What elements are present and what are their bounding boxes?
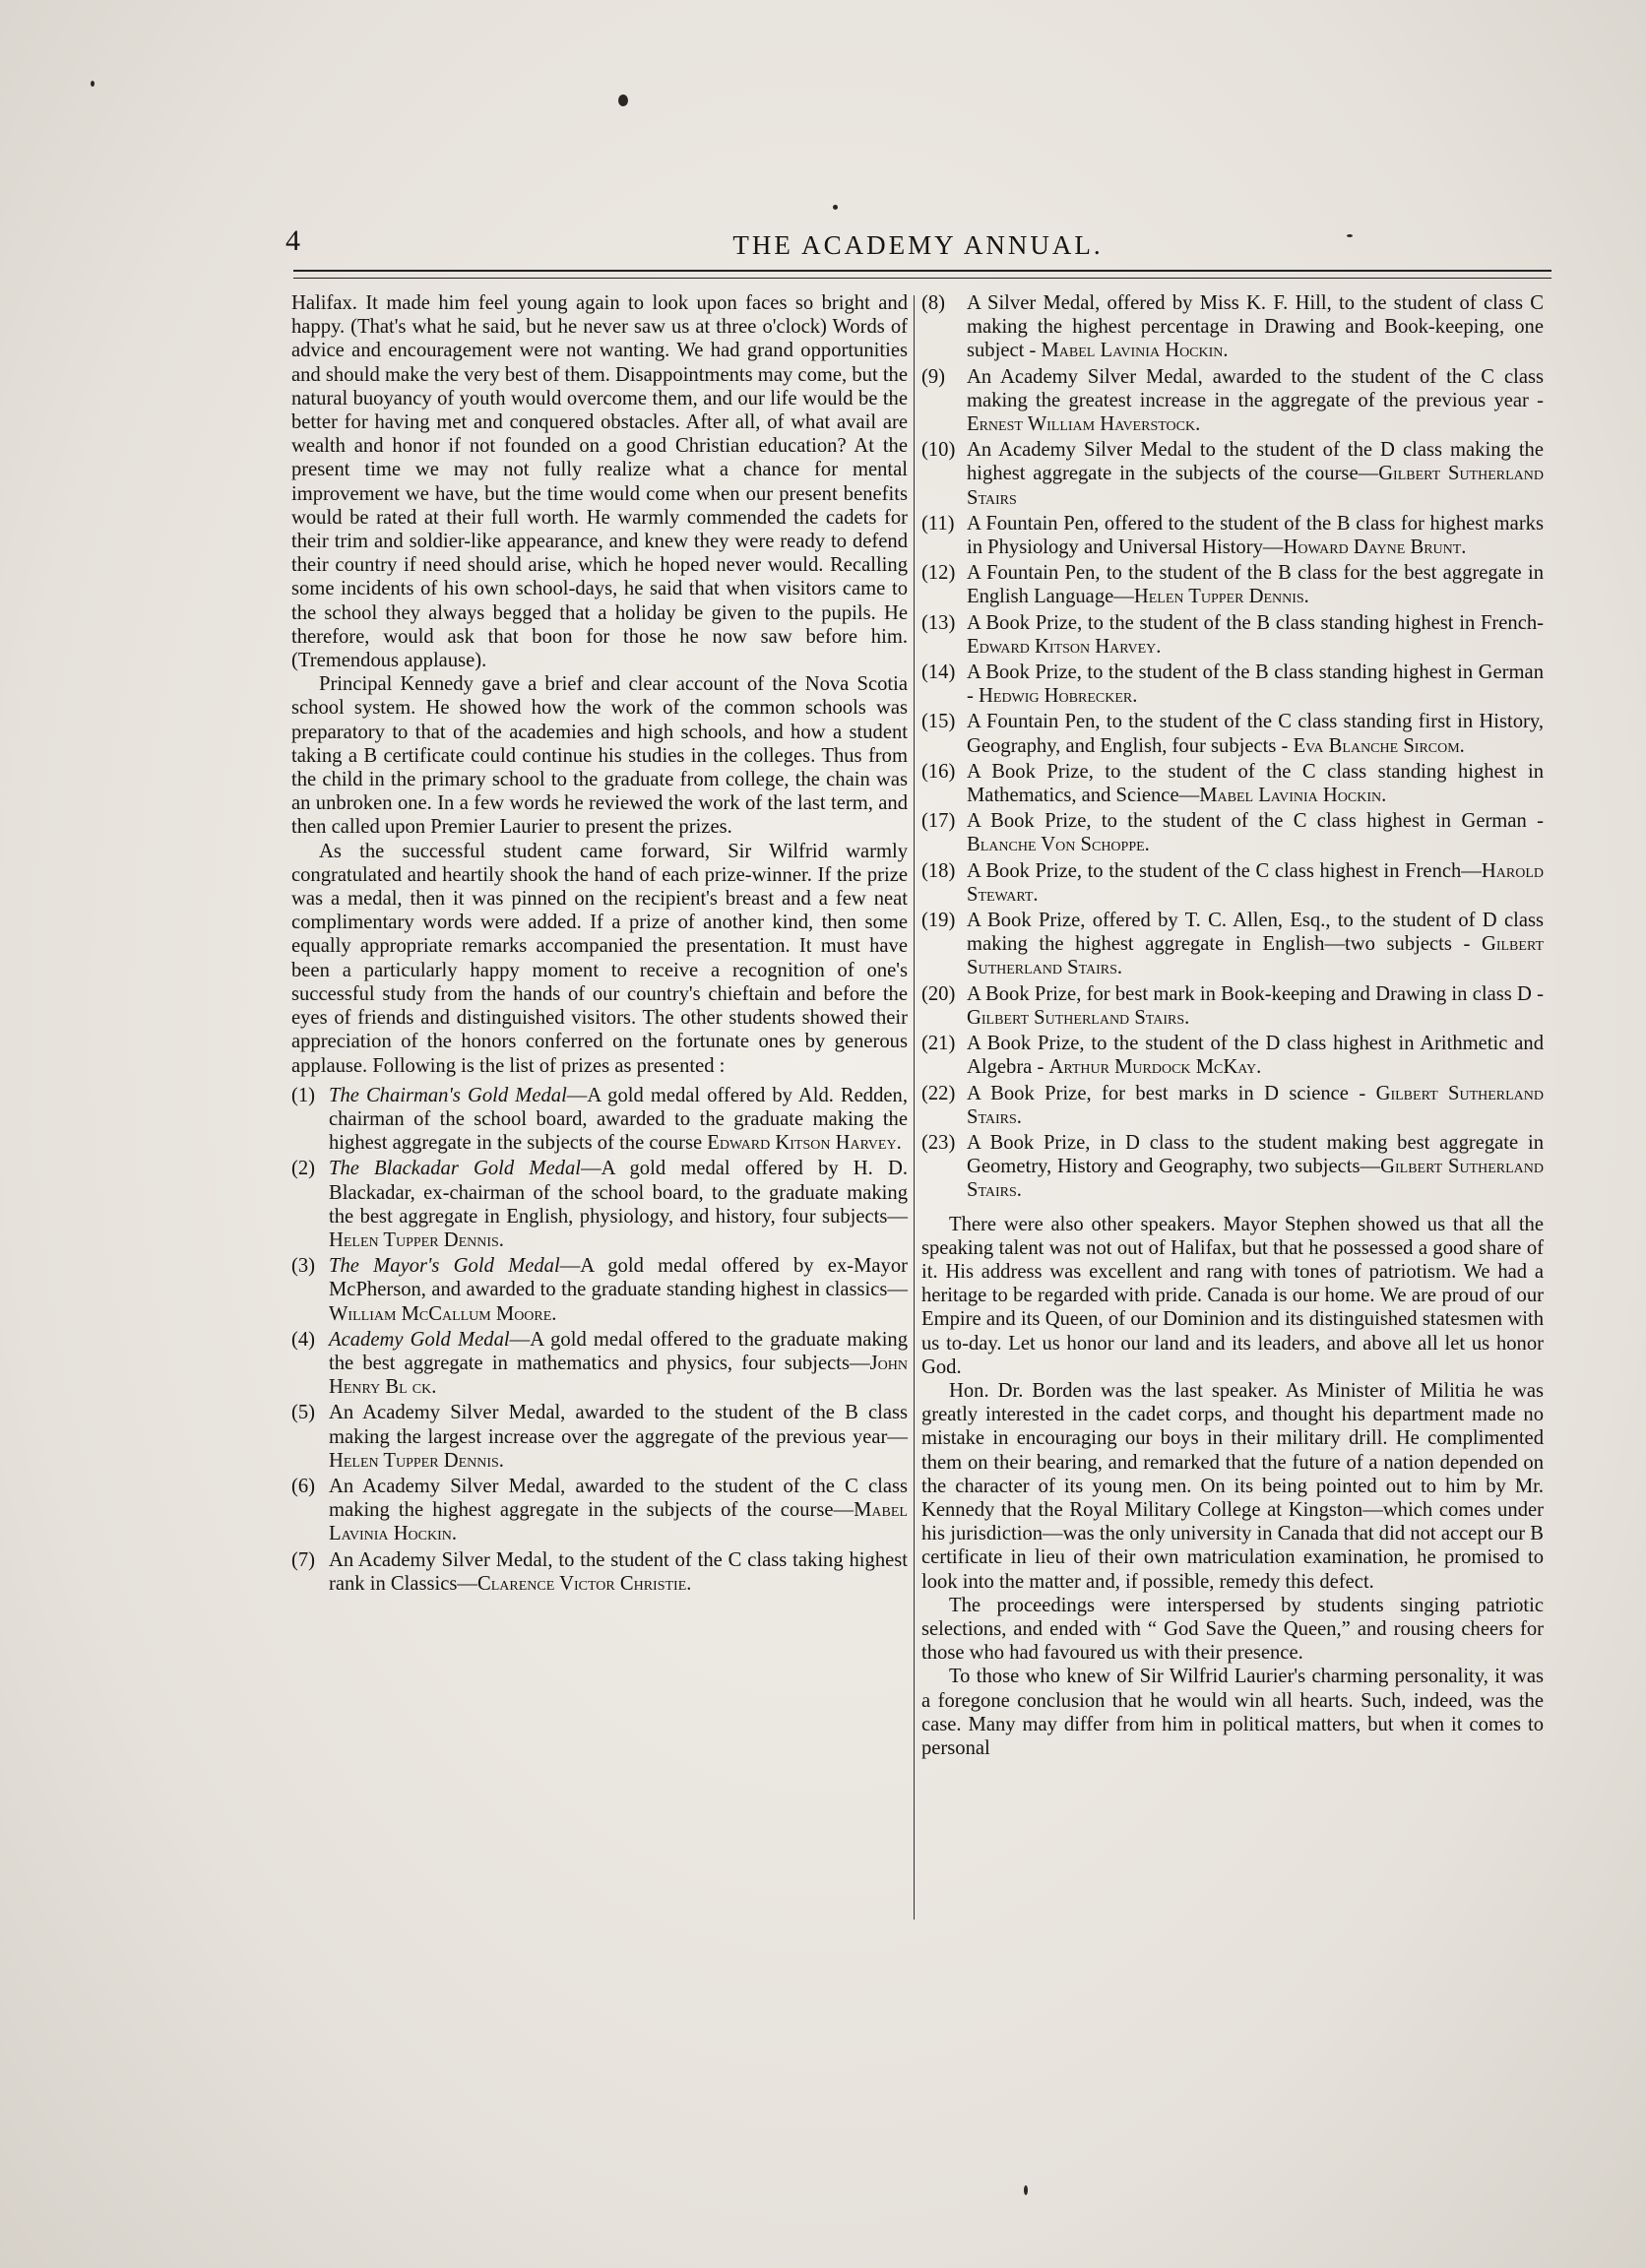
prize-item xyxy=(291,1157,908,1252)
prize-item xyxy=(921,809,1544,856)
prize-description: A Book Prize, offered by T. C. Allen, Esq., to the student of D class making the highest aggregate in English—two subjects - xyxy=(967,910,1544,956)
prize-winner: John Henry Bl ck. xyxy=(329,1352,908,1399)
prize-item xyxy=(291,1548,908,1596)
medal-name: The Blackadar Gold Medal xyxy=(329,1158,581,1180)
prize-item xyxy=(291,1475,908,1546)
prize-description: A Book Prize, for best marks in D science - xyxy=(967,1082,1376,1104)
prize-item xyxy=(291,1254,908,1326)
prize-description: A Book Prize, to the student of the B class standing highest in French- xyxy=(967,611,1544,634)
prize-description: An Academy Silver Medal, awarded to the student of the B class making the largest increase over the aggregate of the previous year— xyxy=(329,1402,908,1448)
column-divider xyxy=(914,295,915,1920)
prize-description: —A gold medal offered by H. D. Blackadar, ex-chairman of the school board, to the graduate making the best aggregate in English, physiology, and history, four subjects— xyxy=(329,1158,908,1228)
prize-number: (16) xyxy=(921,760,956,783)
prize-winner: Blanche Von Schoppe. xyxy=(967,834,1150,856)
prize-item xyxy=(291,1084,908,1156)
paragraph: Hon. Dr. Borden was the last speaker. As Minister of Militia he was greatly interested in the cadet corps, and thought his department made no mistake in encouraging our boys in their military drill. He complimented them on their bearing, and remarked that the future of a nation depended on the character of its young men. On its being pointed out to him by Mr. Kennedy that the Royal Military College at Kingston—which comes under his jurisdiction—was the only university in Canada that did not accept our B certificate in lieu of their own matriculation examination, he promised to look into the matter and, if possible, remedy this defect. xyxy=(921,1379,1544,1593)
prize-winner: Gilbert Sutherland Stairs xyxy=(967,463,1544,509)
prize-number: (3) xyxy=(291,1255,316,1278)
prize-number: (13) xyxy=(921,611,956,634)
prize-winner: Clarence Victor Christie. xyxy=(477,1572,692,1595)
paragraph: There were also other speakers. Mayor Stephen showed us that all the speaking talent was not out of Halifax, but that he possessed a good share of it. His address was excellent and rang with tones of patriotism. We had a heritage to be regarded with pride. Canada is our home. We are proud of our Empire and its Queen, of our Dominion and its distinguished statesmen with us to-day. Let us honor our land and its leaders, and above all let us honor God. xyxy=(921,1213,1544,1378)
prize-item xyxy=(921,438,1544,510)
prize-item xyxy=(921,1131,1544,1203)
prize-description: An Academy Silver Medal, awarded to the student of the C class making the highest aggregate in the subjects of the course— xyxy=(329,1475,908,1522)
prize-item xyxy=(291,1401,908,1473)
prize-winner: Helen Tupper Dennis. xyxy=(329,1228,504,1251)
prize-item xyxy=(921,710,1544,757)
prize-number: (12) xyxy=(921,562,956,585)
page-header xyxy=(285,224,1551,264)
prize-winner: William McCallum Moore. xyxy=(329,1302,557,1325)
prize-winner: Mabel Lavinia Hockin. xyxy=(1041,340,1229,362)
prize-number: (7) xyxy=(291,1548,316,1571)
prize-winner: Gilbert Sutherland Stairs. xyxy=(967,933,1544,979)
prize-description: —A gold medal offered to the graduate making the best aggregate in mathematics and physics, four subjects— xyxy=(329,1328,909,1374)
prize-winner: Ernest William Haverstock. xyxy=(967,413,1201,436)
prize-winner: Edward Kitson Harvey. xyxy=(707,1132,902,1155)
prize-description: —A gold medal offered by Ald. Redden, chairman of the school board, awarded to the graduate making the highest aggregate in the subjects of the course xyxy=(329,1084,908,1155)
prize-number: (15) xyxy=(921,711,956,733)
prize-number: (17) xyxy=(921,810,956,833)
paragraph: Halifax. It made him feel young again to look upon faces so bright and happy. (That's what he said, but he never saw us at three o'clock) Words of advice and encouragement were not wanting. We had grand opportunities and should make the very best of them. Disappointments may come, but the natural buoyancy of youth would overcome them, and our life would be the better for having met and conquered obstacles. After all, of what avail are wealth and honor if not founded on a good Christian education? At the present time we may not fully realize what a chance for mental improvement we have, but the time would come when our present benefits would be rated at their full worth. He warmly commended the cadets for their trim and soldier-like appearance, and knew they were ready to defend their country if need should arise, which he hoped never would. Recalling some incidents of his own school-days, he said that when visitors came to the school they always begged that a holiday be given to the pupils. He therefore, would ask that boon for those he now saw before him. (Tremendous applause). xyxy=(291,292,908,672)
prize-number: (8) xyxy=(921,292,946,314)
prize-description: A Book Prize, to the student of the C class standing highest in Mathematics, and Science— xyxy=(967,760,1544,807)
prize-winner: Gilbert Sutherland Stairs. xyxy=(967,1082,1545,1128)
prize-description: A Fountain Pen, to the student of the C class standing first in History, Geography, and English, four subjects - xyxy=(967,711,1544,757)
prize-description: A Fountain Pen, to the student of the B class for the best aggregate in English Language— xyxy=(967,562,1544,608)
prize-item xyxy=(921,661,1544,708)
prize-description: A Book Prize, for best mark in Book-keeping and Drawing in class D - xyxy=(967,982,1544,1005)
prize-number: (18) xyxy=(921,859,956,882)
prize-number: (23) xyxy=(921,1131,956,1154)
paragraph: As the successful student came forward, Sir Wilfrid warmly congratulated and heartily shook the hand of each prize-winner. If the prize was a medal, then it was pinned on the recipient's breast and a few neat complimentary words were added. If a prize of another kind, then some equally appropriate remarks accompanied the presentation. It must have been a particularly happy moment to receive a recognition of one's successful study from the hands of our country's chieftain and before the eyes of friends and distinguished visitors. The other students showed their appreciation of the honors conferred on the fortunate ones by generous applause. Following is the list of prizes as presented : xyxy=(291,840,908,1077)
prize-item xyxy=(921,1082,1544,1129)
left-column xyxy=(291,291,908,1598)
prize-winner: Eva Blanche Sircom. xyxy=(1293,734,1465,757)
prize-item xyxy=(921,1032,1544,1079)
prize-winner: Helen Tupper Dennis. xyxy=(1133,586,1309,608)
prize-number: (22) xyxy=(921,1082,956,1104)
prize-description: —A gold medal offered by ex-Mayor McPherson, and awarded to the graduate standing highest in classics— xyxy=(329,1255,908,1301)
prize-item xyxy=(921,611,1544,659)
scan-speck xyxy=(1024,2185,1028,2195)
prize-number: (5) xyxy=(291,1402,316,1424)
paragraph: Principal Kennedy gave a brief and clear account of the Nova Scotia school system. He showed how the work of the common schools was preparatory to that of the academies and high schools, and how a student taking a B certificate could continue his studies in the colleges. Thus from the child in the primary school to the graduate from college, the chain was an unbroken one. In a few words he reviewed the work of the last term, and then called upon Premier Laurier to present the prizes. xyxy=(291,673,908,839)
prize-number: (19) xyxy=(921,910,956,932)
prize-number: (1) xyxy=(291,1084,316,1106)
prize-number: (9) xyxy=(921,365,946,388)
prize-winner: Helen Tupper Dennis. xyxy=(329,1449,504,1472)
prize-description: A Silver Medal, offered by Miss K. F. Hill, to the student of class C making the highest percentage in Drawing and Book-keeping, one subject - xyxy=(967,292,1544,362)
prize-description: A Book Prize, to the student of the C class highest in German - xyxy=(967,810,1544,833)
medal-name: Academy Gold Medal xyxy=(329,1328,510,1351)
prize-number: (14) xyxy=(921,662,956,684)
prize-description: A Fountain Pen, offered to the student of the B class for highest marks in Physiology and Universal History— xyxy=(967,512,1544,559)
prize-list xyxy=(291,1084,908,1596)
prize-winner: Howard Dayne Brunt. xyxy=(1283,536,1467,559)
prize-item xyxy=(921,512,1544,559)
prize-number: (2) xyxy=(291,1158,316,1180)
prize-list xyxy=(921,291,1544,1203)
prize-number: (4) xyxy=(291,1328,316,1351)
prize-winner: Gilbert Sutherland Stairs. xyxy=(967,1156,1544,1202)
prize-winner: Gilbert Sutherland Stairs. xyxy=(967,1006,1190,1029)
prize-winner: Harold Stewart. xyxy=(967,859,1544,906)
prize-description: An Academy Silver Medal, to the student of the C class taking highest rank in Classics— xyxy=(329,1548,908,1595)
scan-speck xyxy=(618,94,628,106)
prize-number: (10) xyxy=(921,439,956,462)
prize-winner: Mabel Lavinia Hockin. xyxy=(1199,785,1387,807)
prize-description: A Book Prize, to the student of the D class highest in Arithmetic and Algebra - xyxy=(967,1033,1544,1079)
prize-winner: Mabel Lavinia Hockin. xyxy=(329,1499,908,1545)
prize-description: A Book Prize, in D class to the student making best aggregate in Geometry, History and Geography, two subjects— xyxy=(967,1131,1544,1178)
prize-description: A Book Prize, to the student of the B class standing highest in German - xyxy=(967,662,1544,708)
prize-number: (11) xyxy=(921,512,955,535)
scan-speck xyxy=(833,205,838,210)
prize-item xyxy=(921,291,1544,363)
page-number: 4 xyxy=(285,224,300,257)
prize-number: (21) xyxy=(921,1033,956,1055)
prize-number: (20) xyxy=(921,982,956,1005)
running-title: THE ACADEMY ANNUAL. xyxy=(732,230,1104,260)
prize-item xyxy=(921,909,1544,980)
paragraph: The proceedings were interspersed by students singing patriotic selections, and ended with “ God Save the Queen,” and rousing cheers for those who had favoured us with their presence. xyxy=(921,1594,1544,1665)
header-rule-thin xyxy=(293,278,1551,279)
prize-winner: Edward Kitson Harvey. xyxy=(967,635,1162,658)
medal-name: The Mayor's Gold Medal xyxy=(329,1255,560,1278)
prize-description: An Academy Silver Medal to the student of the D class making the highest aggregate in the subjects of the course— xyxy=(967,439,1544,485)
prize-description: An Academy Silver Medal, awarded to the student of the C class making the greatest increase in the aggregate of the previous year - xyxy=(967,365,1544,411)
header-rule-thick xyxy=(293,270,1551,272)
prize-description: A Book Prize, to the student of the C class highest in French— xyxy=(967,859,1482,882)
right-column xyxy=(921,291,1544,1760)
prize-number: (6) xyxy=(291,1475,316,1497)
prize-item xyxy=(921,760,1544,807)
prize-item xyxy=(291,1328,908,1400)
scan-speck xyxy=(91,81,95,87)
prize-item xyxy=(921,365,1544,437)
prize-item xyxy=(921,859,1544,907)
prize-item xyxy=(921,561,1544,608)
paragraph: To those who knew of Sir Wilfrid Laurier's charming personality, it was a foregone conclusion that he would win all hearts. Such, indeed, was the case. Many may differ from him in political matters, but when it comes to personal xyxy=(921,1666,1544,1759)
medal-name: The Chairman's Gold Medal xyxy=(329,1084,567,1106)
prize-winner: Hedwig Hobrecker. xyxy=(979,685,1138,708)
prize-winner: Arthur Murdock McKay. xyxy=(1048,1056,1262,1079)
prize-item xyxy=(921,982,1544,1030)
